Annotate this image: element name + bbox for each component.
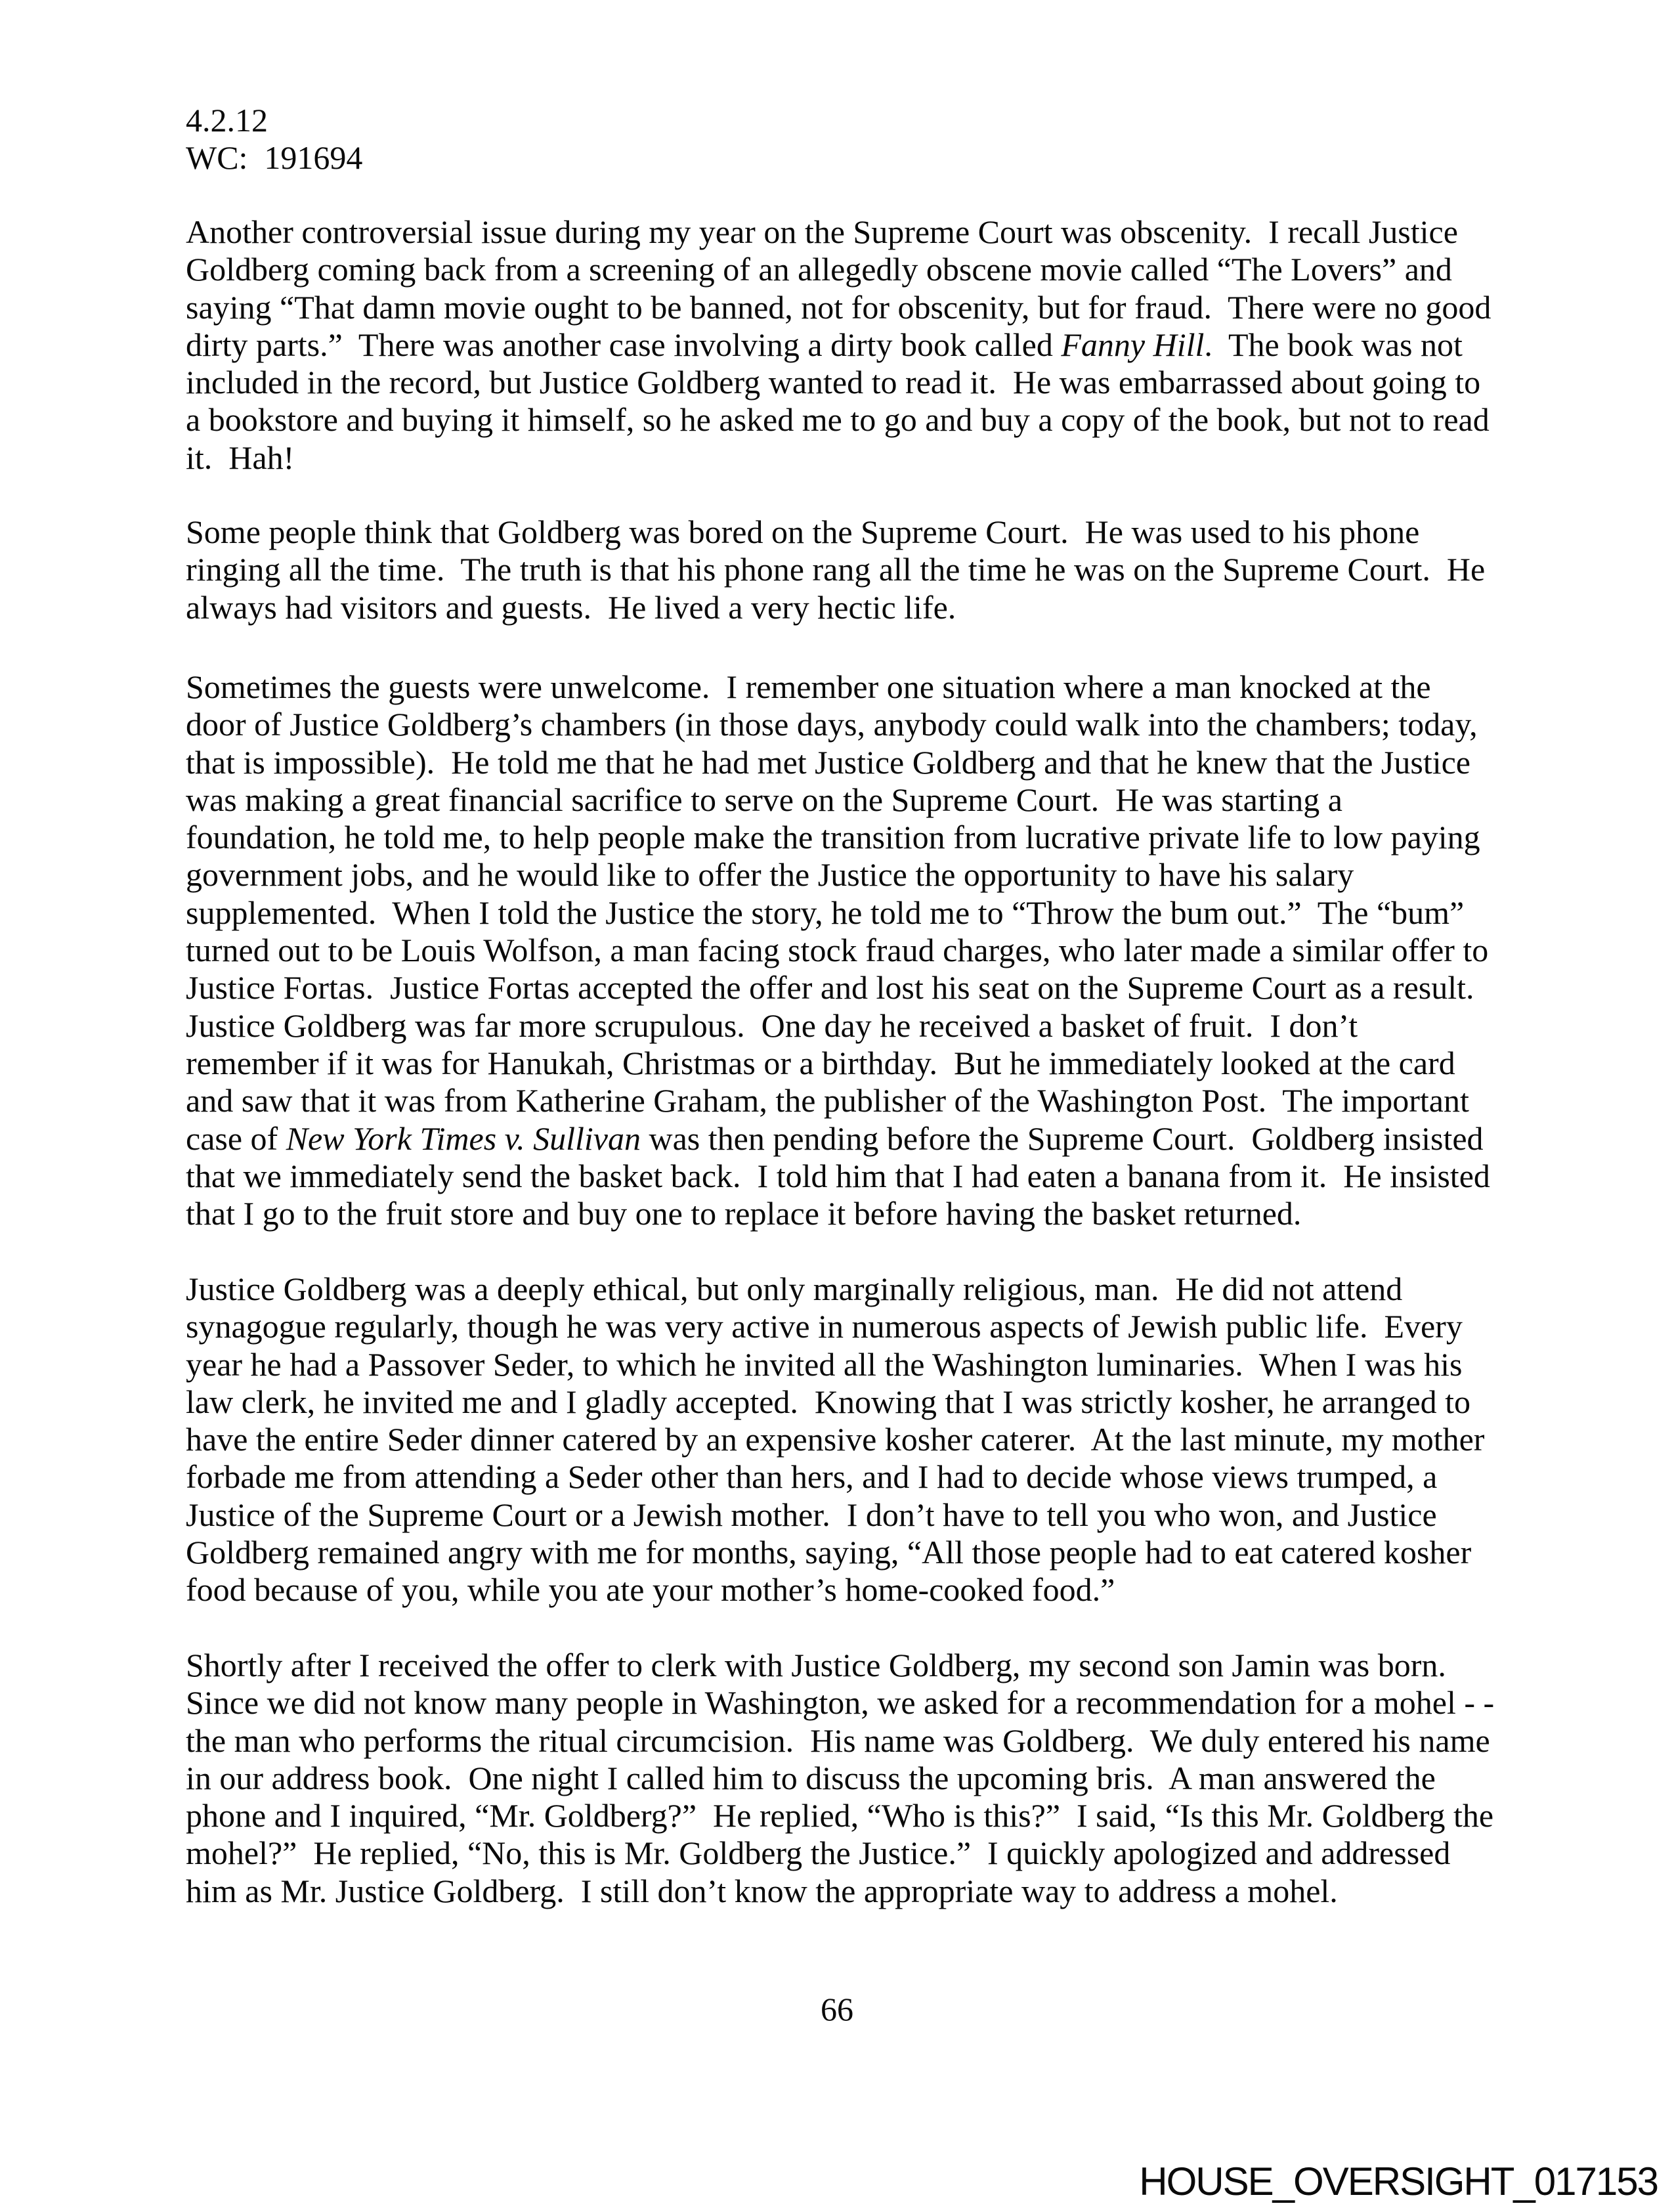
page-number: 66: [821, 1991, 853, 2028]
text-run: Justice Goldberg was a deeply ethical, but only marginally religious, man. He did not attend synagogue regularly, though he was very active in numerous aspects of Jewish public life. Every year he had a Passover Seder, to which he invited all the Washington luminaries. When I was his law clerk, he invited me and I gladly accepted. Knowing that I was strictly kosher, he arranged to have the entire Seder dinner catered by an expensive kosher caterer. At the last minute, my mother forbade me from attending a Seder other than hers, and I had to decide whose views trumped, a Justice of the Supreme Court or a Jewish mother. I don’t have to tell you who won, and Justice Goldberg remained angry with me for months, saying, “All those people had to eat catered kosher food because of you, while you ate your mother’s home-cooked food.”: [186, 1270, 1493, 1609]
paragraph: [186, 1270, 1499, 1609]
italic-run: Fanny Hill: [1061, 326, 1205, 363]
paragraph: [186, 513, 1499, 626]
text-run: Some people think that Goldberg was bored on the Supreme Court. He was used to his phone ringing all the time. The truth is that his phone rang all the time he was on the Supreme Court. He always had visitors and guests. He lived a very hectic life.: [186, 513, 1493, 626]
text-run: . The book was not included in the record, but Justice Goldberg wanted to read it. He was embarrassed about going to a bookstore and buying it himself, so he asked me to go and buy a copy of the book, but not to read it. Hah!: [186, 326, 1498, 476]
text-run: was then pending before the Supreme Court. Goldberg insisted that we immediately send the basket back. I told him that I had eaten a banana from it. He insisted that I go to the fruit store and buy one to replace it before having the basket returned.: [186, 1119, 1499, 1232]
paragraph: [186, 668, 1499, 1232]
paragraph: [186, 1647, 1503, 1910]
bates-stamp: HOUSE_OVERSIGHT_017153: [1139, 2159, 1658, 2203]
header-word-count: WC: 191694: [186, 139, 363, 176]
text-run: Sometimes the guests were unwelcome. I remember one situation where a man knocked at the door of Justice Goldberg’s chambers (in those days, anybody could walk into the chambers; today, that is impossible). He told me that he had met Justice Goldberg and that he knew that the Justice was making a great financial sacrifice to serve on the Supreme Court. He was starting a foundation, he told me, to help people make the transition from lucrative private life to low paying government jobs, and he would like to offer the Justice the opportunity to have his salary supplemented. When I told the Justice the story, he told me to “Throw the bum out.” The “bum” turned out to be Louis Wolfson, a man facing stock fraud charges, who later made a similar offer to Justice Fortas. Justice Fortas accepted the offer and lost his seat on the Supreme Court as a result. Justice Goldberg was far more scrupulous. One day he received a basket of fruit. I don’t remember if it was for Hanukah, Christmas or a birthday. But he immediately looked at the card and saw that it was from Katherine Graham, the publisher of the Washington Post. The important case of: [186, 668, 1497, 1157]
header-date: 4.2.12: [186, 102, 268, 139]
text-run: Shortly after I received the offer to clerk with Justice Goldberg, my second son Jamin was born. Since we did not know many people in Washington, we asked for a recommendation for a mohel - - the man who performs the ritual circumcision. His name was Goldberg. We duly entered his name in our address book. One night I called him to discuss the upcoming bris. A man answered the phone and I inquired, “Mr. Goldberg?” He replied, “Who is this?” I said, “Is this Mr. Goldberg the mohel?” He replied, “No, this is Mr. Goldberg the Justice.” I quickly apologized and addressed him as Mr. Justice Goldberg. I still don’t know the appropriate way to address a mohel.: [186, 1647, 1503, 1909]
text-run: Another controversial issue during my year on the Supreme Court was obscenity. I recall Justice Goldberg coming back from a screening of an allegedly obscene movie called “The Lovers” and saying “That damn movie ought to be banned, not for obscenity, but for fraud. There were no good dirty parts.” There was another case involving a dirty book called: [186, 213, 1499, 363]
italic-run: New York Times v. Sullivan: [286, 1119, 641, 1157]
paragraph: [186, 213, 1499, 477]
